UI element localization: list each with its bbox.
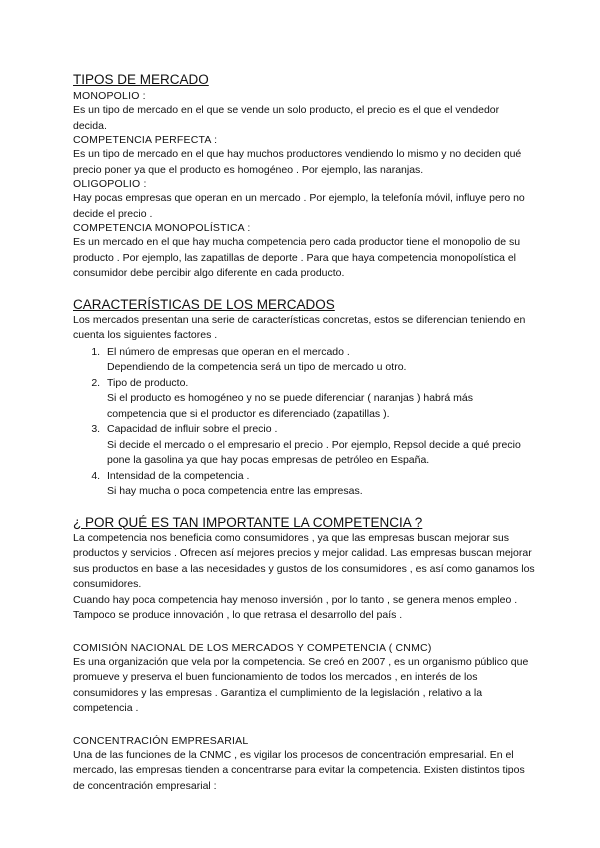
factors-list <box>73 345 535 500</box>
text-competencia-perfecta: Es un tipo de mercado en el que hay muchos productores vendiendo lo mismo y no deciden qué precio poner ya que el producto es homogéneo . Por ejemplo, las naranjas. <box>73 148 522 176</box>
list-item <box>103 422 535 469</box>
label-competencia-perfecta: COMPETENCIA PERFECTA : <box>73 134 218 146</box>
factor-text: Si el producto es homogéneo y no se puede diferenciar ( naranjas ) habrá más competencia que si el productor es diferenciado (zapatillas ). <box>107 392 473 420</box>
factor-title: 2. Tipo de producto. <box>107 376 189 389</box>
label-oligopolio: OLIGOPOLIO : <box>73 178 147 190</box>
factor-text: Si decide el mercado o el empresario el precio . Por ejemplo, Repsol decide a qué precio pone la gasolina ya que hay pocas empresas de petróleo en España. <box>107 438 521 466</box>
text-competencia-monopolistica: Es un mercado en el que hay mucha competencia pero cada productor tiene el monopolio de su producto . Por ejemplo, las zapatillas de deporte . Para que haya competencia monopolística el consumidor debe percibir algo diferente en cada producto. <box>73 236 521 279</box>
text-competencia-beneficio: La competencia nos beneficia como consumidores , ya que las empresas buscan mejorar sus productos y servicios . Ofrecen así mejores precios y mejor calidad. Las empresas buscan mejorar sus productos en base a las necesidades y gustos de los consumidores , es así como ganamos los consumidores. <box>73 531 535 590</box>
list-item <box>103 469 535 500</box>
text-concentracion-empresarial: Una de las funciones de la CNMC , es vigilar los procesos de concentración empresarial. En el mercado, las empresas tienden a concentrarse para evitar la competencia. Existen distintos tipos de concentración empresarial : <box>73 748 525 792</box>
text-oligopolio: Hay pocas empresas que operan en un mercado . Por ejemplo, la telefonía móvil, influye pero no decide el precio . <box>73 192 525 220</box>
factor-title: 3. Capacidad de influir sobre el precio . <box>107 423 278 435</box>
label-concentracion-empresarial: CONCENTRACIÓN EMPRESARIAL <box>73 734 249 747</box>
heading-importancia-competencia: ¿ POR QUÉ ES TAN IMPORTANTE LA COMPETENCIA ? <box>73 514 423 530</box>
text-cnmc: Es una organización que vela por la competencia. Se creó en 2007 , es un organismo público que promueve y preserva el buen funcionamiento de todos los mercados , en interés de los consumidores y las empresas . Garantiza el cumplimiento de la legislación , relativo a la competencia . <box>73 655 529 714</box>
text-caracteristicas-intro: Los mercados presentan una serie de características concretas, estos se diferencian teniendo en cuenta los siguientes factores . <box>73 313 526 341</box>
text-poca-competencia: Cuando hay poca competencia hay menoso inversión , por lo tanto , se genera menos empleo . Tampoco se produce innovación , lo que retrasa el desarrollo del país . <box>73 593 518 621</box>
factor-title: 1. El número de empresas que operan en el mercado . <box>107 345 350 358</box>
factor-title: 4. Intensidad de la competencia . <box>107 469 250 482</box>
text-monopolio: Es un tipo de mercado en el que se vende un solo producto, el precio es el que el vendedor decida. <box>73 104 500 132</box>
heading-tipos-de-mercado: TIPOS DE MERCADO <box>73 72 209 87</box>
label-cnmc: COMISIÓN NACIONAL DE LOS MERCADOS Y COMPETENCIA ( CNMC) <box>73 641 432 654</box>
factor-text: Si hay mucha o poca competencia entre las empresas. <box>107 485 363 497</box>
label-monopolio: MONOPOLIO : <box>73 90 146 102</box>
heading-caracteristicas: CARACTERÍSTICAS DE LOS MERCADOS <box>73 296 335 312</box>
list-item <box>103 345 535 376</box>
document-content <box>73 71 535 794</box>
factor-text: Dependiendo de la competencia será un tipo de mercado u otro. <box>107 361 407 373</box>
label-competencia-monopolistica: COMPETENCIA MONOPOLÍSTICA : <box>73 222 251 234</box>
list-item <box>103 376 535 423</box>
